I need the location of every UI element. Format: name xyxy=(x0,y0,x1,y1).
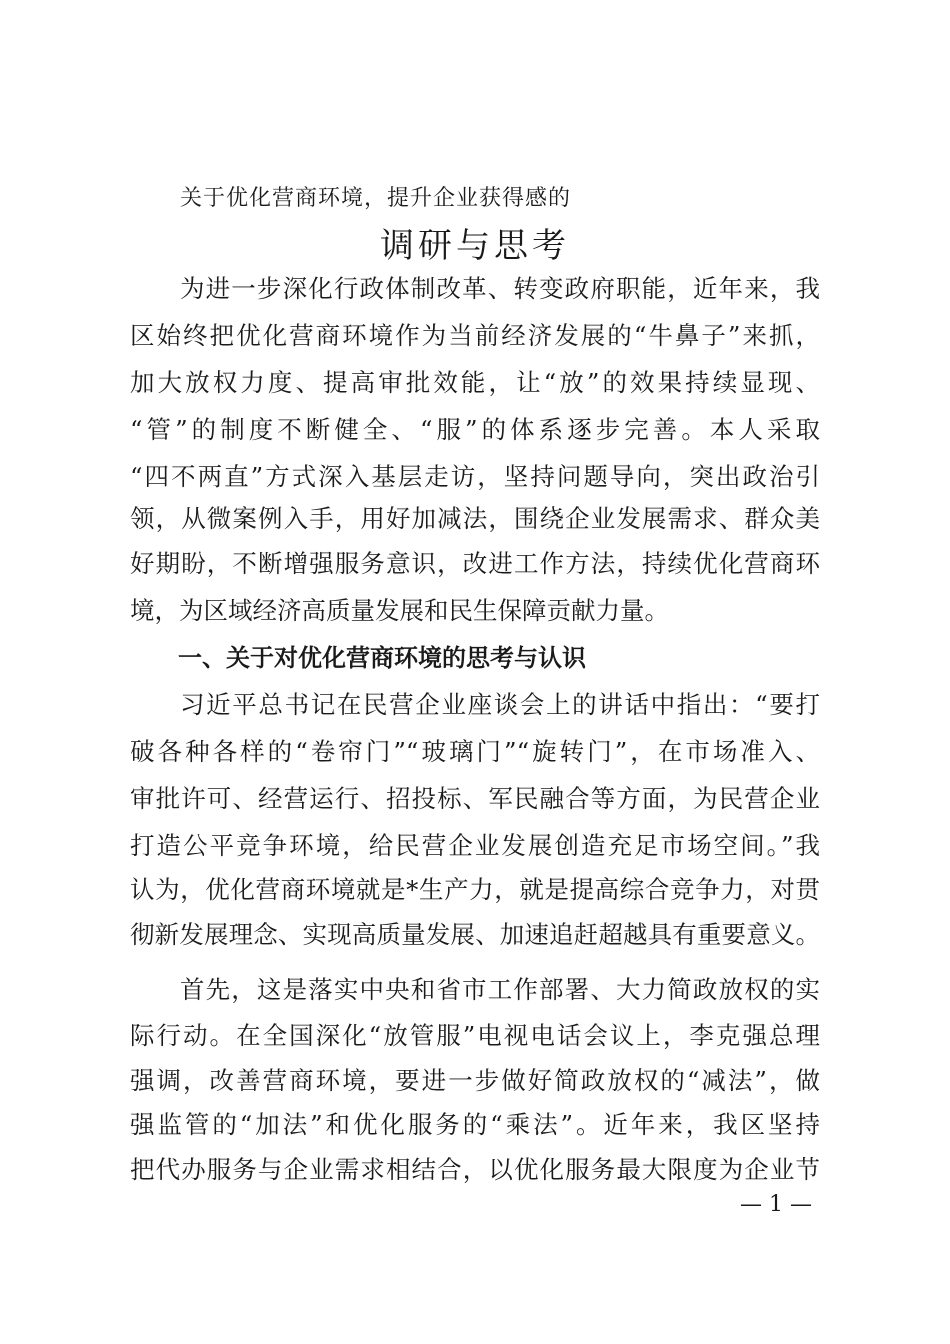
paragraph-line: 认为，优化营商环境就是*生产力，就是提高综合竞争力，对贯 xyxy=(130,875,820,904)
paragraph-line: 领，从微案例入手，用好加减法，围绕企业发展需求、群众美 xyxy=(130,504,820,533)
paragraph-line: 彻新发展理念、实现高质量发展、加速追赶超越具有重要意义。 xyxy=(130,920,820,949)
paragraph-line: 好期盼，不断增强服务意识，改进工作方法，持续优化营商环 xyxy=(130,549,820,578)
paragraph-line: 强调，改善营商环境，要进一步做好简政放权的“减法”，做 xyxy=(130,1066,820,1095)
paragraph-line: 破各种各样的“卷帘门”“玻璃门”“旋转门”，在市场准入、 xyxy=(130,737,820,766)
paragraph-line: 审批许可、经营运行、招投标、军民融合等方面，为民营企业 xyxy=(130,784,820,813)
document-subtitle: 关于优化营商环境，提升企业获得感的 xyxy=(180,186,572,211)
paragraph-line: 习近平总书记在民营企业座谈会上的讲话中指出：“要打 xyxy=(180,690,820,719)
document-title: 调研与思考 xyxy=(380,226,570,266)
paragraph-line: 首先，这是落实中央和省市工作部署、大力简政放权的实 xyxy=(180,975,820,1004)
paragraph-line: 境，为区域经济高质量发展和民生保障贡献力量。 xyxy=(130,596,669,625)
paragraph-line: 强监管的“加法”和优化服务的“乘法”。近年来，我区坚持 xyxy=(130,1110,820,1139)
paragraph-line: 为进一步深化行政体制改革、转变政府职能，近年来，我 xyxy=(180,274,820,303)
page-number: — 1 — xyxy=(740,1192,812,1217)
paragraph-line: 把代办服务与企业需求相结合，以优化服务最大限度为企业节 xyxy=(130,1155,820,1184)
paragraph-line: 加大放权力度、提高审批效能，让“放”的效果持续显现、 xyxy=(130,368,820,397)
paragraph-line: 际行动。在全国深化“放管服”电视电话会议上，李克强总理 xyxy=(130,1021,820,1050)
paragraph-line: “四不两直”方式深入基层走访，坚持问题导向，突出政治引 xyxy=(130,462,820,491)
section-heading: 一、关于对优化营商环境的思考与认识 xyxy=(178,644,586,672)
paragraph-line: 打造公平竞争环境，给民营企业发展创造充足市场空间。”我 xyxy=(130,831,820,860)
paragraph-line: 区始终把优化营商环境作为当前经济发展的“牛鼻子”来抓， xyxy=(130,321,820,350)
paragraph-line: “管”的制度不断健全、“服”的体系逐步完善。本人采取 xyxy=(130,415,820,444)
